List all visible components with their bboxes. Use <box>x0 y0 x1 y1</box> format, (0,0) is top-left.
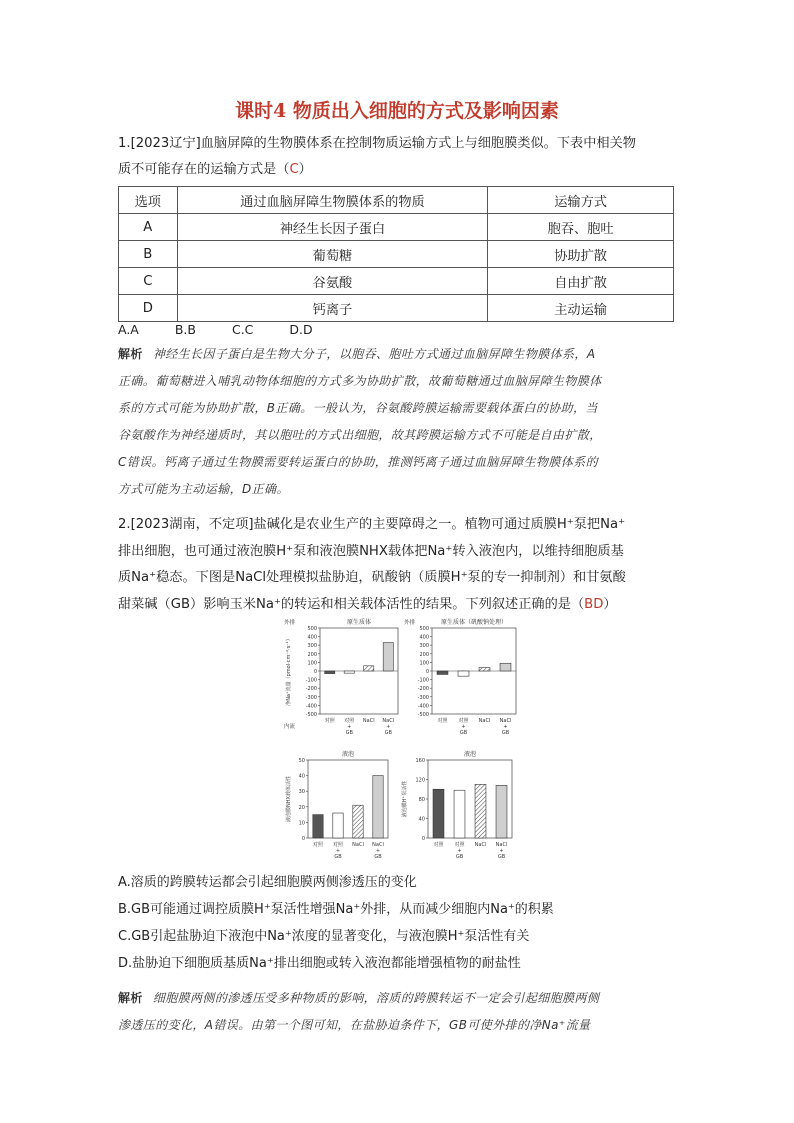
q1-line: 1.[2023辽宁]血脑屏障的生物膜体系在控制物质运输方式上与细胞膜类似。下表中相关物 <box>118 136 636 151</box>
x-tick-label: + <box>347 724 352 730</box>
q2-explanation-line <box>118 1012 678 1039</box>
q2-option: C.GB引起盐胁迫下液泡中Na⁺浓度的显著变化，与液泡膜H⁺泵活性有关 <box>118 929 530 944</box>
y-tick-label: -200 <box>305 686 317 693</box>
bar <box>496 785 507 838</box>
y-tick-label: 400 <box>307 634 317 641</box>
table-cell: 葡萄糖 <box>177 241 488 268</box>
bar <box>437 671 448 674</box>
bar <box>475 784 486 838</box>
y-tick-label: -300 <box>305 694 317 701</box>
bottom-label: 内流 <box>284 724 296 730</box>
y-tick-label: 0 <box>313 669 317 675</box>
x-tick-label: 对照 <box>324 718 335 724</box>
explain-text: 神经生长因子蛋白是生物大分子，以胞吞、胞吐方式通过血脑屏障生物膜体系，A <box>152 347 596 361</box>
x-tick-label: GB <box>459 730 468 736</box>
x-tick-label: + <box>375 848 381 854</box>
table-cell: 胞吞、胞吐 <box>488 214 674 241</box>
x-tick-label: GB <box>455 854 464 860</box>
bar <box>364 666 374 671</box>
y-tick-label: 300 <box>419 643 429 650</box>
q1-option: D.D <box>289 322 313 337</box>
table-cell: 主动运输 <box>488 295 674 322</box>
q2-answer: BD <box>584 596 604 612</box>
y-tick-label: 200 <box>419 651 429 658</box>
q1-option: C.C <box>231 322 254 337</box>
x-tick-label: NaCl <box>362 718 375 724</box>
bar <box>454 790 465 838</box>
explain-text: C错误。钙离子通过生物膜需要转运蛋白的协助，推测钙离子通过血脑屏障生物膜体系的 <box>118 455 598 469</box>
q1-explanation-line <box>118 341 678 368</box>
x-tick-label: + <box>386 724 391 730</box>
y-tick-label: 500 <box>419 626 429 632</box>
x-tick-label: + <box>335 848 341 854</box>
bar <box>458 671 469 676</box>
bar <box>344 671 354 673</box>
x-tick-label: + <box>457 848 462 854</box>
bar <box>383 643 393 671</box>
bar <box>479 668 490 671</box>
table-cell: B <box>119 241 178 268</box>
q1-option: B.B <box>174 322 196 337</box>
x-tick-label: 对照 <box>312 842 324 848</box>
x-tick-label: GB <box>501 730 510 736</box>
x-tick-label: NaCl <box>352 842 364 848</box>
x-tick-label: + <box>461 724 466 730</box>
q2-explanation-line <box>118 985 678 1012</box>
y-tick-label: -400 <box>305 703 317 710</box>
table-cell: C <box>119 268 178 295</box>
page-title: 课时4 物质出入细胞的方式及影响因素 <box>235 100 559 122</box>
y-axis-label: 液泡膜NHX载体活性 <box>286 776 292 822</box>
x-tick-label: 对照 <box>458 718 469 724</box>
table-cell: 谷氨酸 <box>177 268 488 295</box>
x-tick-label: NaCl <box>474 842 487 848</box>
q1-stem <box>118 131 678 183</box>
table-cell: 自由扩散 <box>488 268 674 295</box>
table-cell: D <box>119 295 178 322</box>
chart-title: 液泡 <box>341 751 355 758</box>
y-tick-label: 40 <box>418 816 425 823</box>
table-header-row <box>119 187 674 214</box>
x-tick-label: GB <box>374 854 382 860</box>
table-cell: 协助扩散 <box>488 241 674 268</box>
table-row <box>119 268 674 295</box>
q1-option: A.A <box>118 322 139 337</box>
chart-vacuole-nhx <box>282 748 392 868</box>
table-cell: A <box>119 214 178 241</box>
top-label: 外排 <box>284 620 296 626</box>
y-tick-label: -100 <box>417 677 429 684</box>
top-label: 外排 <box>404 620 416 626</box>
explain-text: 渗透压的变化，A错误。由第一个图可知，在盐胁迫条件下，GB可使外排的净Na⁺流量 <box>118 1018 591 1032</box>
table-header-cell: 选项 <box>119 187 178 214</box>
q1-explanation-line <box>118 368 678 395</box>
x-tick-label: 对照 <box>344 718 355 724</box>
y-tick-label: 50 <box>298 758 305 764</box>
table-row <box>119 295 674 322</box>
bar <box>373 776 383 838</box>
x-tick-label: NaCl <box>478 718 491 724</box>
x-tick-label: NaCl <box>495 842 508 848</box>
x-tick-label: 对照 <box>437 718 448 724</box>
bar <box>353 805 363 838</box>
table-header-cell: 通过血脑屏障生物膜体系的物质 <box>177 187 488 214</box>
explain-text: 正确。葡萄糖进入哺乳动物体细胞的方式多为协助扩散，故葡萄糖通过血脑屏障生物膜体 <box>118 374 602 388</box>
y-tick-label: 40 <box>298 773 305 780</box>
q1-explanation-line <box>118 422 678 449</box>
y-tick-label: 0 <box>301 836 305 842</box>
q2-line: 2.[2023湖南，不定项]盐碱化是农业生产的主要障碍之一。植物可通过质膜H⁺泵把Na⁺ <box>118 517 626 532</box>
explain-tag: 解析 <box>118 347 143 361</box>
y-tick-label: 80 <box>418 797 425 803</box>
q2-option: B.GB可能通过调控质膜H⁺泵活性增强Na⁺外排，从而减少细胞内Na⁺的积累 <box>118 902 554 917</box>
explain-text: 细胞膜两侧的渗透压受多种物质的影响，溶质的跨膜转运不一定会引起细胞膜两侧 <box>152 991 600 1005</box>
y-tick-label: 0 <box>421 836 425 842</box>
q1-explanation-line <box>118 449 678 476</box>
bar <box>313 815 323 838</box>
y-axis-label: 净Na⁺流量（pmol·cm⁻²·s⁻¹） <box>286 636 292 706</box>
explain-text: 方式可能为主动运输，D正确。 <box>118 482 289 496</box>
y-tick-label: -500 <box>305 712 317 718</box>
explain-tag: 解析 <box>118 991 143 1005</box>
x-tick-label: 对照 <box>433 842 444 848</box>
y-tick-label: 100 <box>307 660 317 667</box>
y-tick-label: -200 <box>417 686 429 693</box>
y-tick-label: 400 <box>419 634 429 641</box>
bar <box>333 813 343 838</box>
x-tick-label: GB <box>384 730 392 736</box>
table-cell: 神经生长因子蛋白 <box>177 214 488 241</box>
bar <box>500 663 511 671</box>
y-tick-label: 0 <box>425 669 429 675</box>
x-tick-label: GB <box>334 854 342 860</box>
x-tick-label: + <box>503 724 508 730</box>
y-tick-label: -400 <box>417 703 429 710</box>
q1-options <box>118 322 349 337</box>
table-row <box>119 214 674 241</box>
explain-text: 谷氨酸作为神经递质时，其以胞吐的方式出细胞，故其跨膜运输方式不可能是自由扩散， <box>118 428 602 442</box>
q2-explanation <box>118 985 678 1039</box>
y-tick-label: 500 <box>307 626 317 632</box>
q2-line: 甜菜碱（GB）影响玉米Na⁺的转运和相关载体活性的结果。下列叙述正确的是（BD） <box>118 596 617 612</box>
y-tick-label: 160 <box>415 758 425 764</box>
q2-line: 质Na⁺稳态。下图是NaCl处理模拟盐胁迫，矾酸钠（质膜H⁺泵的专一抑制剂）和甘氨酸 <box>118 570 626 585</box>
q2-line: 排出细胞，也可通过液泡膜H⁺泵和液泡膜NHX载体把Na⁺转入液泡内，以维持细胞质基 <box>118 543 624 559</box>
q1-explanation <box>118 341 678 503</box>
chart-title: 原生质体 <box>346 619 372 626</box>
x-tick-label: GB <box>497 854 506 860</box>
y-tick-label: -500 <box>417 712 429 718</box>
y-axis-label: 液泡膜H⁺泵活性 <box>402 780 408 818</box>
table-cell: 钙离子 <box>177 295 488 322</box>
x-tick-label: 对照 <box>454 842 465 848</box>
q2-stem <box>118 512 678 618</box>
chart-vacuole-h-pump <box>398 748 516 868</box>
chart-title: 原生质体（矾酸钠处理） <box>440 619 508 626</box>
y-tick-label: -300 <box>417 694 429 701</box>
x-tick-label: NaCl <box>382 718 395 724</box>
chart-protoplast <box>282 616 402 744</box>
table-row <box>119 241 674 268</box>
y-tick-label: 200 <box>307 651 317 658</box>
y-tick-label: 100 <box>419 660 429 667</box>
q2-option: A.溶质的跨膜转运都会引起细胞膜两侧渗透压的变化 <box>118 875 417 890</box>
bar <box>325 671 335 674</box>
x-tick-label: NaCl <box>499 718 512 724</box>
y-tick-label: 20 <box>298 804 305 811</box>
q1-line: 质不可能存在的运输方式是（C） <box>118 162 312 177</box>
y-tick-label: 30 <box>298 789 305 796</box>
q1-explanation-line <box>118 476 678 503</box>
y-tick-label: -100 <box>305 677 317 684</box>
y-tick-label: 10 <box>298 820 305 827</box>
y-tick-label: 300 <box>307 643 317 650</box>
q1-table <box>118 186 674 322</box>
chart-protoplast-vanadate <box>402 616 520 744</box>
q1-answer: C <box>289 162 299 177</box>
q2-option: D.盐胁迫下细胞质基质Na⁺排出细胞或转入液泡都能增强植物的耐盐性 <box>118 956 521 971</box>
x-tick-label: NaCl <box>372 842 384 848</box>
chart-title: 液泡 <box>463 751 477 758</box>
explain-text: 系的方式可能为协助扩散，B正确。一般认为，谷氨酸跨膜运输需要载体蛋白的协助，当 <box>118 401 598 415</box>
table-header-cell: 运输方式 <box>488 187 674 214</box>
x-tick-label: GB <box>345 730 353 736</box>
bar <box>433 789 444 838</box>
y-tick-label: 120 <box>415 777 425 784</box>
x-tick-label: 对照 <box>332 842 344 848</box>
x-tick-label: + <box>499 848 504 854</box>
q1-explanation-line <box>118 395 678 422</box>
